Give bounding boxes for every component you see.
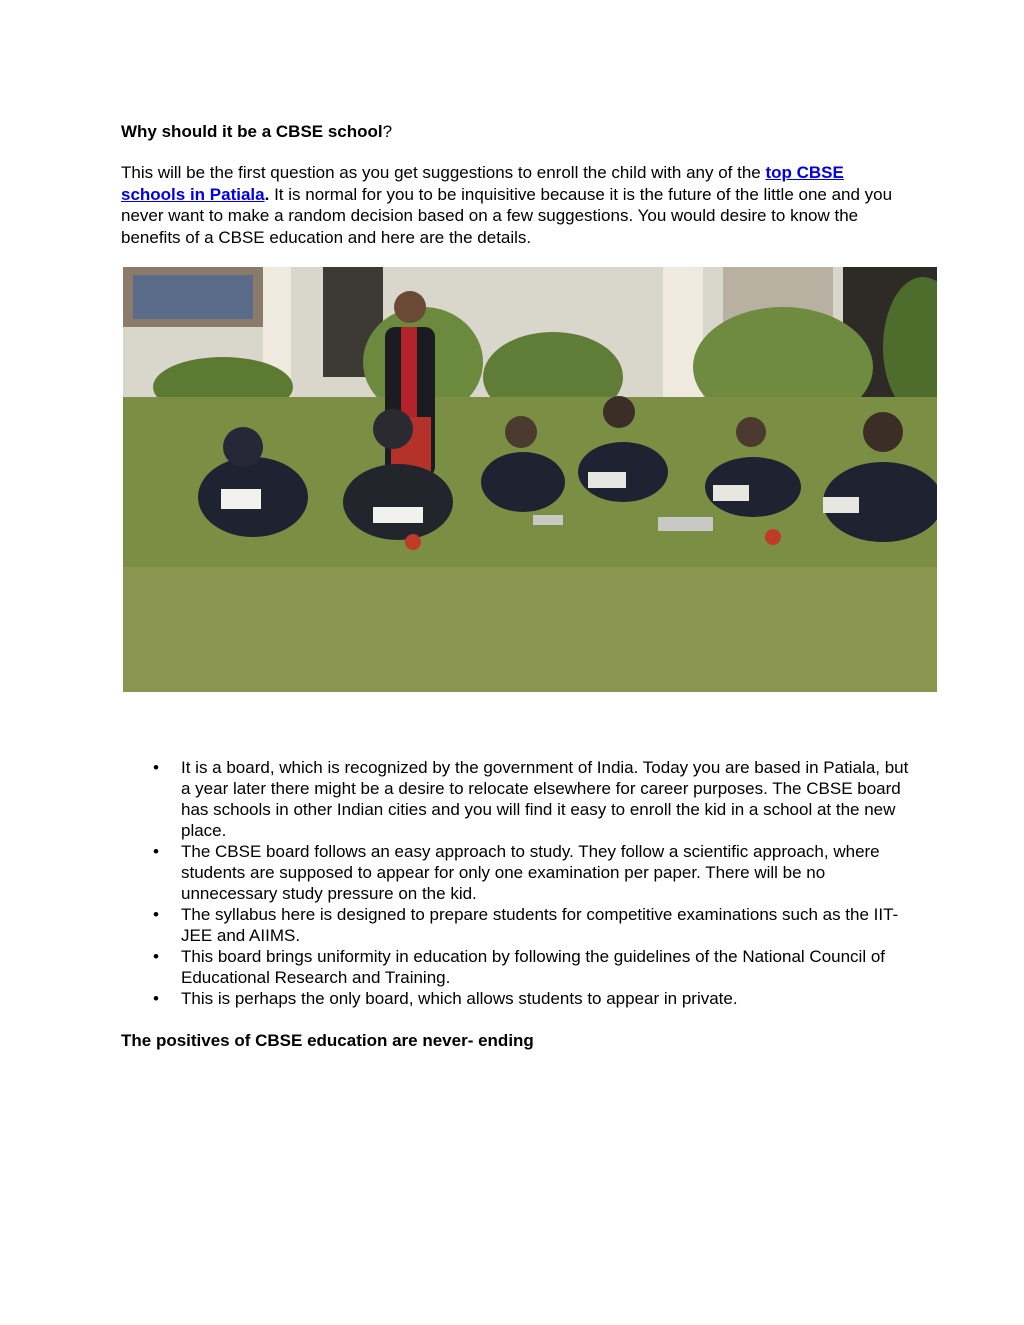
bullet-icon: • (153, 989, 159, 1008)
heading-bold-text: Why should it be a CBSE school (121, 122, 383, 141)
list-item (121, 946, 911, 988)
teacher-head (394, 291, 426, 323)
list-item (121, 841, 911, 904)
bullet-icon: • (153, 905, 159, 924)
intro-text-end: It is normal for you to be inquisitive because it is the future of the little one and you never want to make a random decision based on a few suggestions. You would desire to know the benefits of a CBSE education and here are the details. (121, 184, 893, 247)
student-head (736, 417, 766, 447)
list-item-text: It is a board, which is recognized by the government of India. Today you are based in Patiala, but a year later there might be a desire to relocate elsewhere for career purposes. The CBSE board has schools in other Indian cities and you will find it easy to enroll the kid in a school at the new place. (181, 758, 909, 840)
section-heading-cbse-school (121, 121, 392, 142)
top-cbse-schools-link[interactable]: top CBSE schools in Patiala (121, 163, 844, 204)
intro-text-start: This will be the first question as you get suggestions to enroll the child with any of the (121, 163, 766, 182)
list-item-text: This is perhaps the only board, which allows students to appear in private. (181, 989, 738, 1008)
student-notebook (588, 472, 626, 488)
list-item-text: The CBSE board follows an easy approach to study. They follow a scientific approach, where students are supposed to appear for only one examination per paper. There will be no unnecessary study pressure on the kid. (181, 842, 880, 903)
classroom-photo (123, 267, 937, 692)
bullet-icon: • (153, 947, 159, 966)
student-head (373, 409, 413, 449)
list-item-text: This board brings uniformity in education by following the guidelines of the National Council of Educational Research and Training. (181, 947, 886, 987)
student-notebook (823, 497, 859, 513)
student-notebook (221, 489, 261, 509)
list-item (121, 904, 911, 946)
heading-question-mark: ? (382, 122, 393, 141)
list-item-text: The syllabus here is designed to prepare students for competitive examinations such as the IIT-JEE and AIIMS. (181, 905, 899, 945)
student-head (863, 412, 903, 452)
book-on-grass (658, 517, 713, 531)
student-head (223, 427, 263, 467)
student-head (505, 416, 537, 448)
notice-board-display (133, 275, 253, 319)
student-figure (343, 464, 453, 540)
intro-period: . (264, 184, 270, 204)
bullet-icon: • (153, 758, 159, 777)
cap-on-grass (765, 529, 781, 545)
section-heading-positives: The positives of CBSE education are never- ending (121, 1031, 534, 1050)
benefits-list (121, 757, 911, 1009)
lawn-foreground (123, 567, 937, 692)
list-item (121, 988, 911, 1009)
classroom-photo-icon (123, 267, 937, 692)
student-notebook (373, 507, 423, 523)
bullet-icon: • (153, 842, 159, 861)
list-item (121, 757, 911, 841)
student-notebook (713, 485, 749, 501)
cap-on-grass (405, 534, 421, 550)
student-head (603, 396, 635, 428)
student-figure (481, 452, 565, 512)
book-on-grass (533, 515, 563, 525)
intro-paragraph (121, 162, 911, 248)
